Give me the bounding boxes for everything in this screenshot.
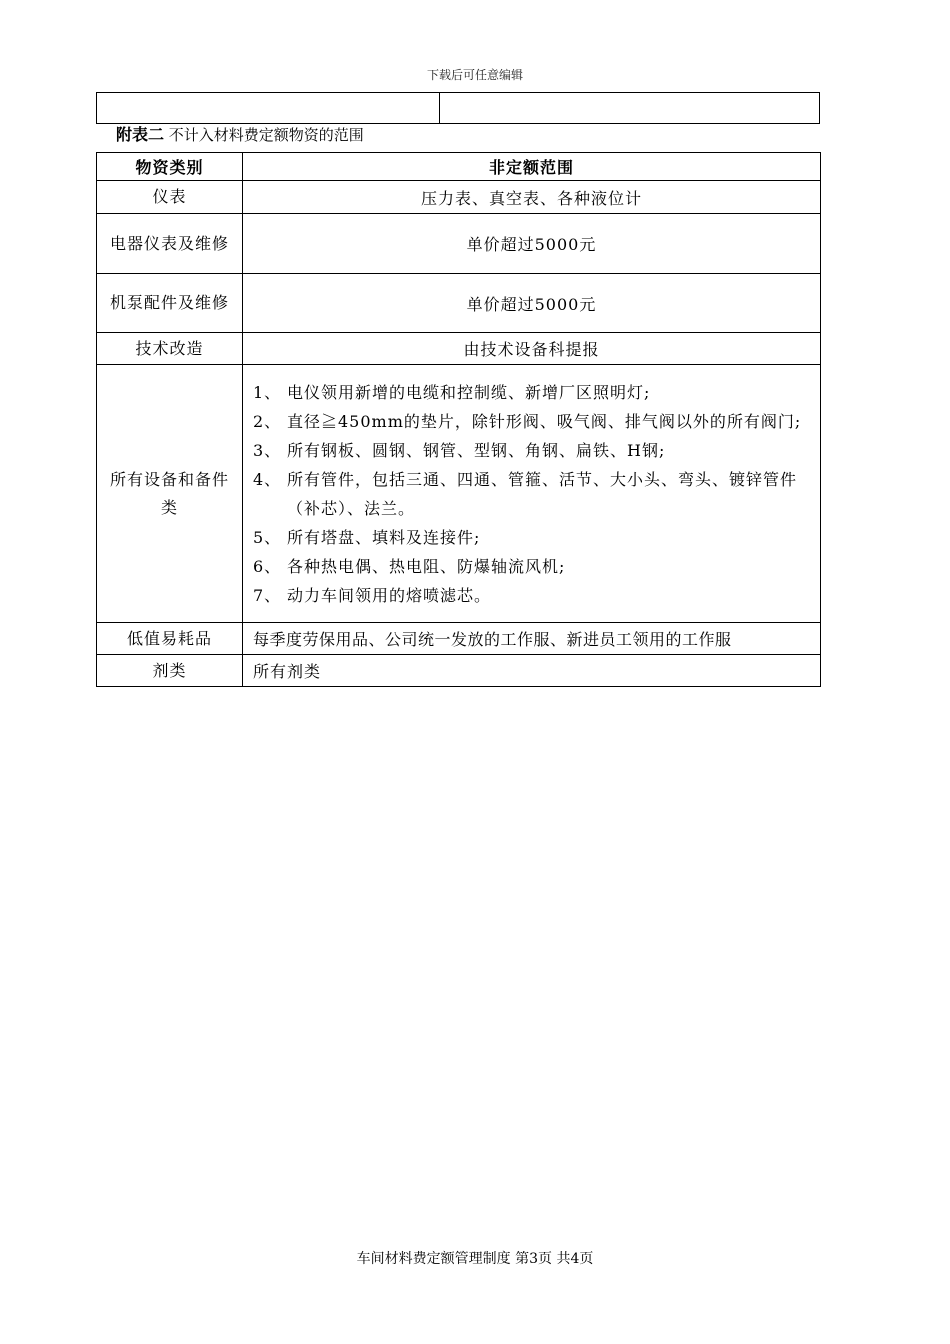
item-list xyxy=(249,378,814,610)
list-item-text: 动力车间领用的熔喷滤芯。 xyxy=(287,585,492,605)
table-row xyxy=(97,333,821,365)
table-row xyxy=(97,655,821,687)
row-category: 电器仪表及维修 xyxy=(97,214,243,274)
row-content: 由技术设备科提报 xyxy=(243,333,821,365)
page-footer: 车间材料费定额管理制度 第3页 共4页 xyxy=(356,1251,594,1267)
list-item xyxy=(253,523,810,552)
list-item-number: 1、 xyxy=(253,382,282,402)
previous-table-fragment xyxy=(96,92,820,124)
row-category: 所有设备和备件类 xyxy=(97,365,243,623)
list-item-text: 所有管件，包括三通、四通、管箍、活节、大小头、弯头、镀锌管件（补芯）、法兰。 xyxy=(287,469,798,518)
header-category: 物资类别 xyxy=(97,153,243,181)
table-row xyxy=(97,181,821,214)
list-item-text: 直径≧450mm的垫片，除针形阀、吸气阀、排气阀以外的所有阀门; xyxy=(287,411,802,431)
row-content: 所有剂类 xyxy=(243,655,821,687)
list-item-number: 7、 xyxy=(253,585,282,605)
header-scope: 非定额范围 xyxy=(243,153,821,181)
row-category: 低值易耗品 xyxy=(97,623,243,655)
row-category: 剂类 xyxy=(97,655,243,687)
list-item-number: 2、 xyxy=(253,411,282,431)
non-quota-materials-table xyxy=(96,152,821,687)
table-row xyxy=(97,214,821,274)
list-item-text: 各种热电偶、热电阻、防爆轴流风机; xyxy=(287,556,566,576)
empty-cell xyxy=(97,93,440,124)
row-category: 机泵配件及维修 xyxy=(97,274,243,333)
list-item xyxy=(253,552,810,581)
row-content: 单价超过5000元 xyxy=(243,274,821,333)
row-content: 每季度劳保用品、公司统一发放的工作服、新进员工领用的工作服 xyxy=(243,623,821,655)
list-item xyxy=(253,436,810,465)
list-item-number: 3、 xyxy=(253,440,282,460)
header-note: 下载后可任意编辑 xyxy=(426,68,523,82)
list-item-text: 所有钢板、圆钢、钢管、型钢、角钢、扁铁、H钢; xyxy=(287,440,666,460)
list-item-number: 6、 xyxy=(253,556,282,576)
list-item-number: 4、 xyxy=(253,469,282,489)
caption-label: 附表二 xyxy=(116,125,165,144)
list-item xyxy=(253,407,810,436)
table-row xyxy=(97,274,821,333)
table-row xyxy=(97,365,821,623)
list-item xyxy=(253,581,810,610)
empty-cell xyxy=(440,93,820,124)
row-content-list xyxy=(243,365,821,623)
list-item-text: 电仪领用新增的电缆和控制缆、新增厂区照明灯; xyxy=(287,382,651,402)
caption-text: 不计入材料费定额物资的范围 xyxy=(168,126,364,144)
row-content: 压力表、真空表、各种液位计 xyxy=(243,181,821,214)
row-category: 技术改造 xyxy=(97,333,243,365)
table-caption xyxy=(116,125,364,145)
list-item xyxy=(253,378,810,407)
row-content: 单价超过5000元 xyxy=(243,214,821,274)
list-item xyxy=(253,465,810,523)
list-item-text: 所有塔盘、填料及连接件; xyxy=(287,527,481,547)
table-row xyxy=(97,623,821,655)
list-item-number: 5、 xyxy=(253,527,282,547)
table-header-row xyxy=(97,153,821,181)
row-category: 仪表 xyxy=(97,181,243,214)
